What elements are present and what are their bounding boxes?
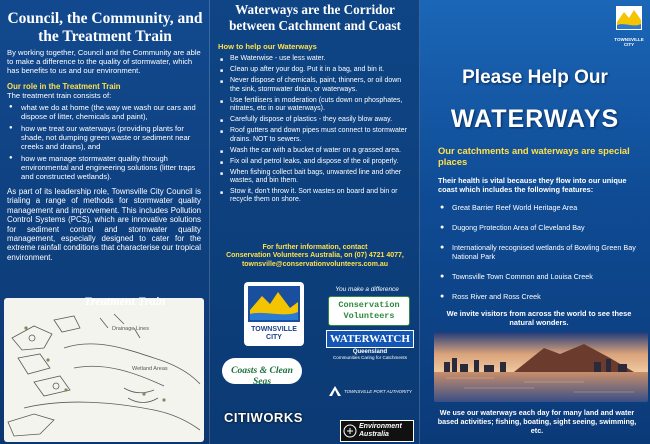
help-heading: How to help our Waterways — [218, 42, 317, 51]
citiworks-logo — [224, 410, 302, 432]
waterwatch-tagline: Communities Caring for Catchments — [332, 355, 408, 360]
help-item: ■ When fishing collect bait bags, unwanted line and other wastes, and bin them. — [218, 169, 412, 186]
help-item: ■ Carefully dispose of plastics - they easily blow away. — [218, 116, 412, 124]
port-authority-text: TOWNSVILLE PORT AUTHORITY — [344, 389, 412, 394]
townsville-waterfront-image — [434, 332, 648, 402]
contact-line: Conservation Volunteers Australia, on (07) 4721 4077, — [226, 252, 404, 260]
cva-line1: Conservation — [338, 300, 400, 310]
leadership-text: As part of its leadership role, Townsville City Council is trialing a range of methods for stormwater quality management and improvement. This includes Pollution Control Systems (PCS), which are innovative solutions for sediment control and stormwater quality management, especially designed to cater for the extreme rainfall conditions that characterise our tropical environment. — [7, 187, 201, 262]
port-authority-icon — [328, 384, 342, 398]
feature-item: ● Internationally recognised wetlands of Bowling Green Bay National Park — [438, 243, 640, 261]
middle-panel — [210, 0, 420, 444]
role-item: ● what we do at home (the way we wash our cars and dispose of litter, chemicals and paint), — [7, 103, 201, 121]
environment-australia-logo — [340, 420, 414, 442]
feature-list — [438, 203, 640, 312]
role-item: ● how we treat our waterways (providing plants for shade, not dumping green waste or sediment near creeks and drains), and — [7, 124, 201, 151]
contact-block — [220, 244, 410, 269]
help-section — [218, 43, 412, 207]
conservation-volunteers-logo — [328, 296, 410, 326]
badge-text: TOWNSVILLE CITY — [614, 37, 644, 47]
help-item: ■ Wash the car with a bucket of water on a grassed area. — [218, 147, 412, 155]
feature-item: ● Dugong Protection Area of Cleveland Bay — [438, 223, 640, 232]
role-item: ● how we manage stormwater quality through environmental and engineering solutions (litter traps and constructed wetlands). — [7, 154, 201, 181]
treatment-train-sketch — [4, 298, 204, 442]
feature-item: ● Ross River and Ross Creek — [438, 292, 640, 301]
cover-subheading: Our catchments and waterways are special places — [438, 145, 630, 167]
townsville-badge — [614, 4, 644, 47]
help-item: ■ Stow it, don't throw it. Sort wastes on board and bin or recycle them on shore. — [218, 188, 412, 205]
role-intro: The treatment train consists of: — [7, 91, 112, 100]
townsville-emblem-icon — [244, 282, 304, 326]
treatment-train-diagram — [4, 298, 204, 442]
townsville-logo-text: TOWNSVILLE CITY — [251, 326, 297, 341]
left-panel — [0, 0, 210, 444]
townsville-badge-icon — [614, 4, 644, 32]
help-list — [218, 55, 412, 204]
feature-item: ● Great Barrier Reef World Heritage Area — [438, 203, 640, 212]
contact-email: townsville@conservationvolunteers.com.au — [241, 260, 389, 268]
invite-text: We invite visitors from across the world to see these natural wonders. — [446, 309, 632, 327]
citiworks-logo-text: CITIWORKS — [224, 410, 303, 425]
feature-item: ● Townsville Town Common and Louisa Creek — [438, 272, 640, 281]
left-panel-title: Council, the Community, and the Treatment Train — [7, 10, 203, 45]
waterfront-photo — [434, 332, 648, 402]
role-list — [7, 103, 201, 181]
diagram-label: Wetland Areas — [132, 366, 168, 372]
help-item: ■ Clean up after your dog. Put it in a bag, and bin it. — [218, 66, 412, 74]
cover-heading-waterways: WATERWAYS — [450, 104, 620, 133]
contact-line: For further information, contact — [262, 244, 368, 251]
coasts-clean-seas-logo — [222, 358, 302, 387]
diagram-label: Drainage Lines — [112, 326, 149, 332]
port-authority-logo — [328, 384, 416, 404]
help-item: ■ Fix oil and petrol leaks, and dispose of the oil properly. — [218, 158, 412, 166]
help-item: ■ Roof gutters and down pipes must connect to stormwater drains. NOT to sewers. — [218, 127, 412, 144]
crest-icon — [343, 424, 357, 438]
waterwatch-logo — [326, 330, 414, 368]
cover-intro: Their health is vital because they flow into our unique coast which includes the following features: — [438, 176, 627, 194]
waterwatch-state: Queensland — [352, 349, 388, 355]
role-heading: Our role in the Treatment Train — [7, 82, 121, 91]
right-panel — [420, 0, 650, 444]
help-item: ■ Use fertilisers in moderation (cuts down on phosphates, nitrates, etc in our waterways). — [218, 97, 412, 114]
left-panel-body — [7, 48, 201, 262]
help-item: ■ Never dispose of chemicals, paint, thinners, or oil down the sink, stormwater drain, or waterways. — [218, 77, 412, 94]
env-line1: Environment — [359, 423, 402, 430]
diagram-title: Treatment Train — [84, 294, 166, 308]
townsville-city-logo — [244, 282, 304, 346]
closing-text: We use our waterways each day for many land and water based activities; fishing, boating, sight seeing, swimming, etc. — [437, 408, 637, 435]
middle-panel-title: Waterways are the Corridor between Catchment and Coast — [229, 2, 401, 33]
help-item: ■ Be Waterwise - use less water. — [218, 55, 412, 63]
waterwatch-title: WATERWATCH — [326, 330, 414, 348]
cva-line2: Volunteers — [343, 311, 395, 321]
cover-heading: Please Help Our — [462, 66, 608, 88]
left-intro: By working together, Council and the Community are able to make a difference to the quality of stormwater, which has benefits to us and our environment. — [7, 48, 201, 75]
coasts-logo-text: Coasts & Clean Seas — [231, 365, 293, 387]
tagline: You make a difference — [335, 286, 399, 293]
env-line2: Australia — [359, 431, 389, 438]
